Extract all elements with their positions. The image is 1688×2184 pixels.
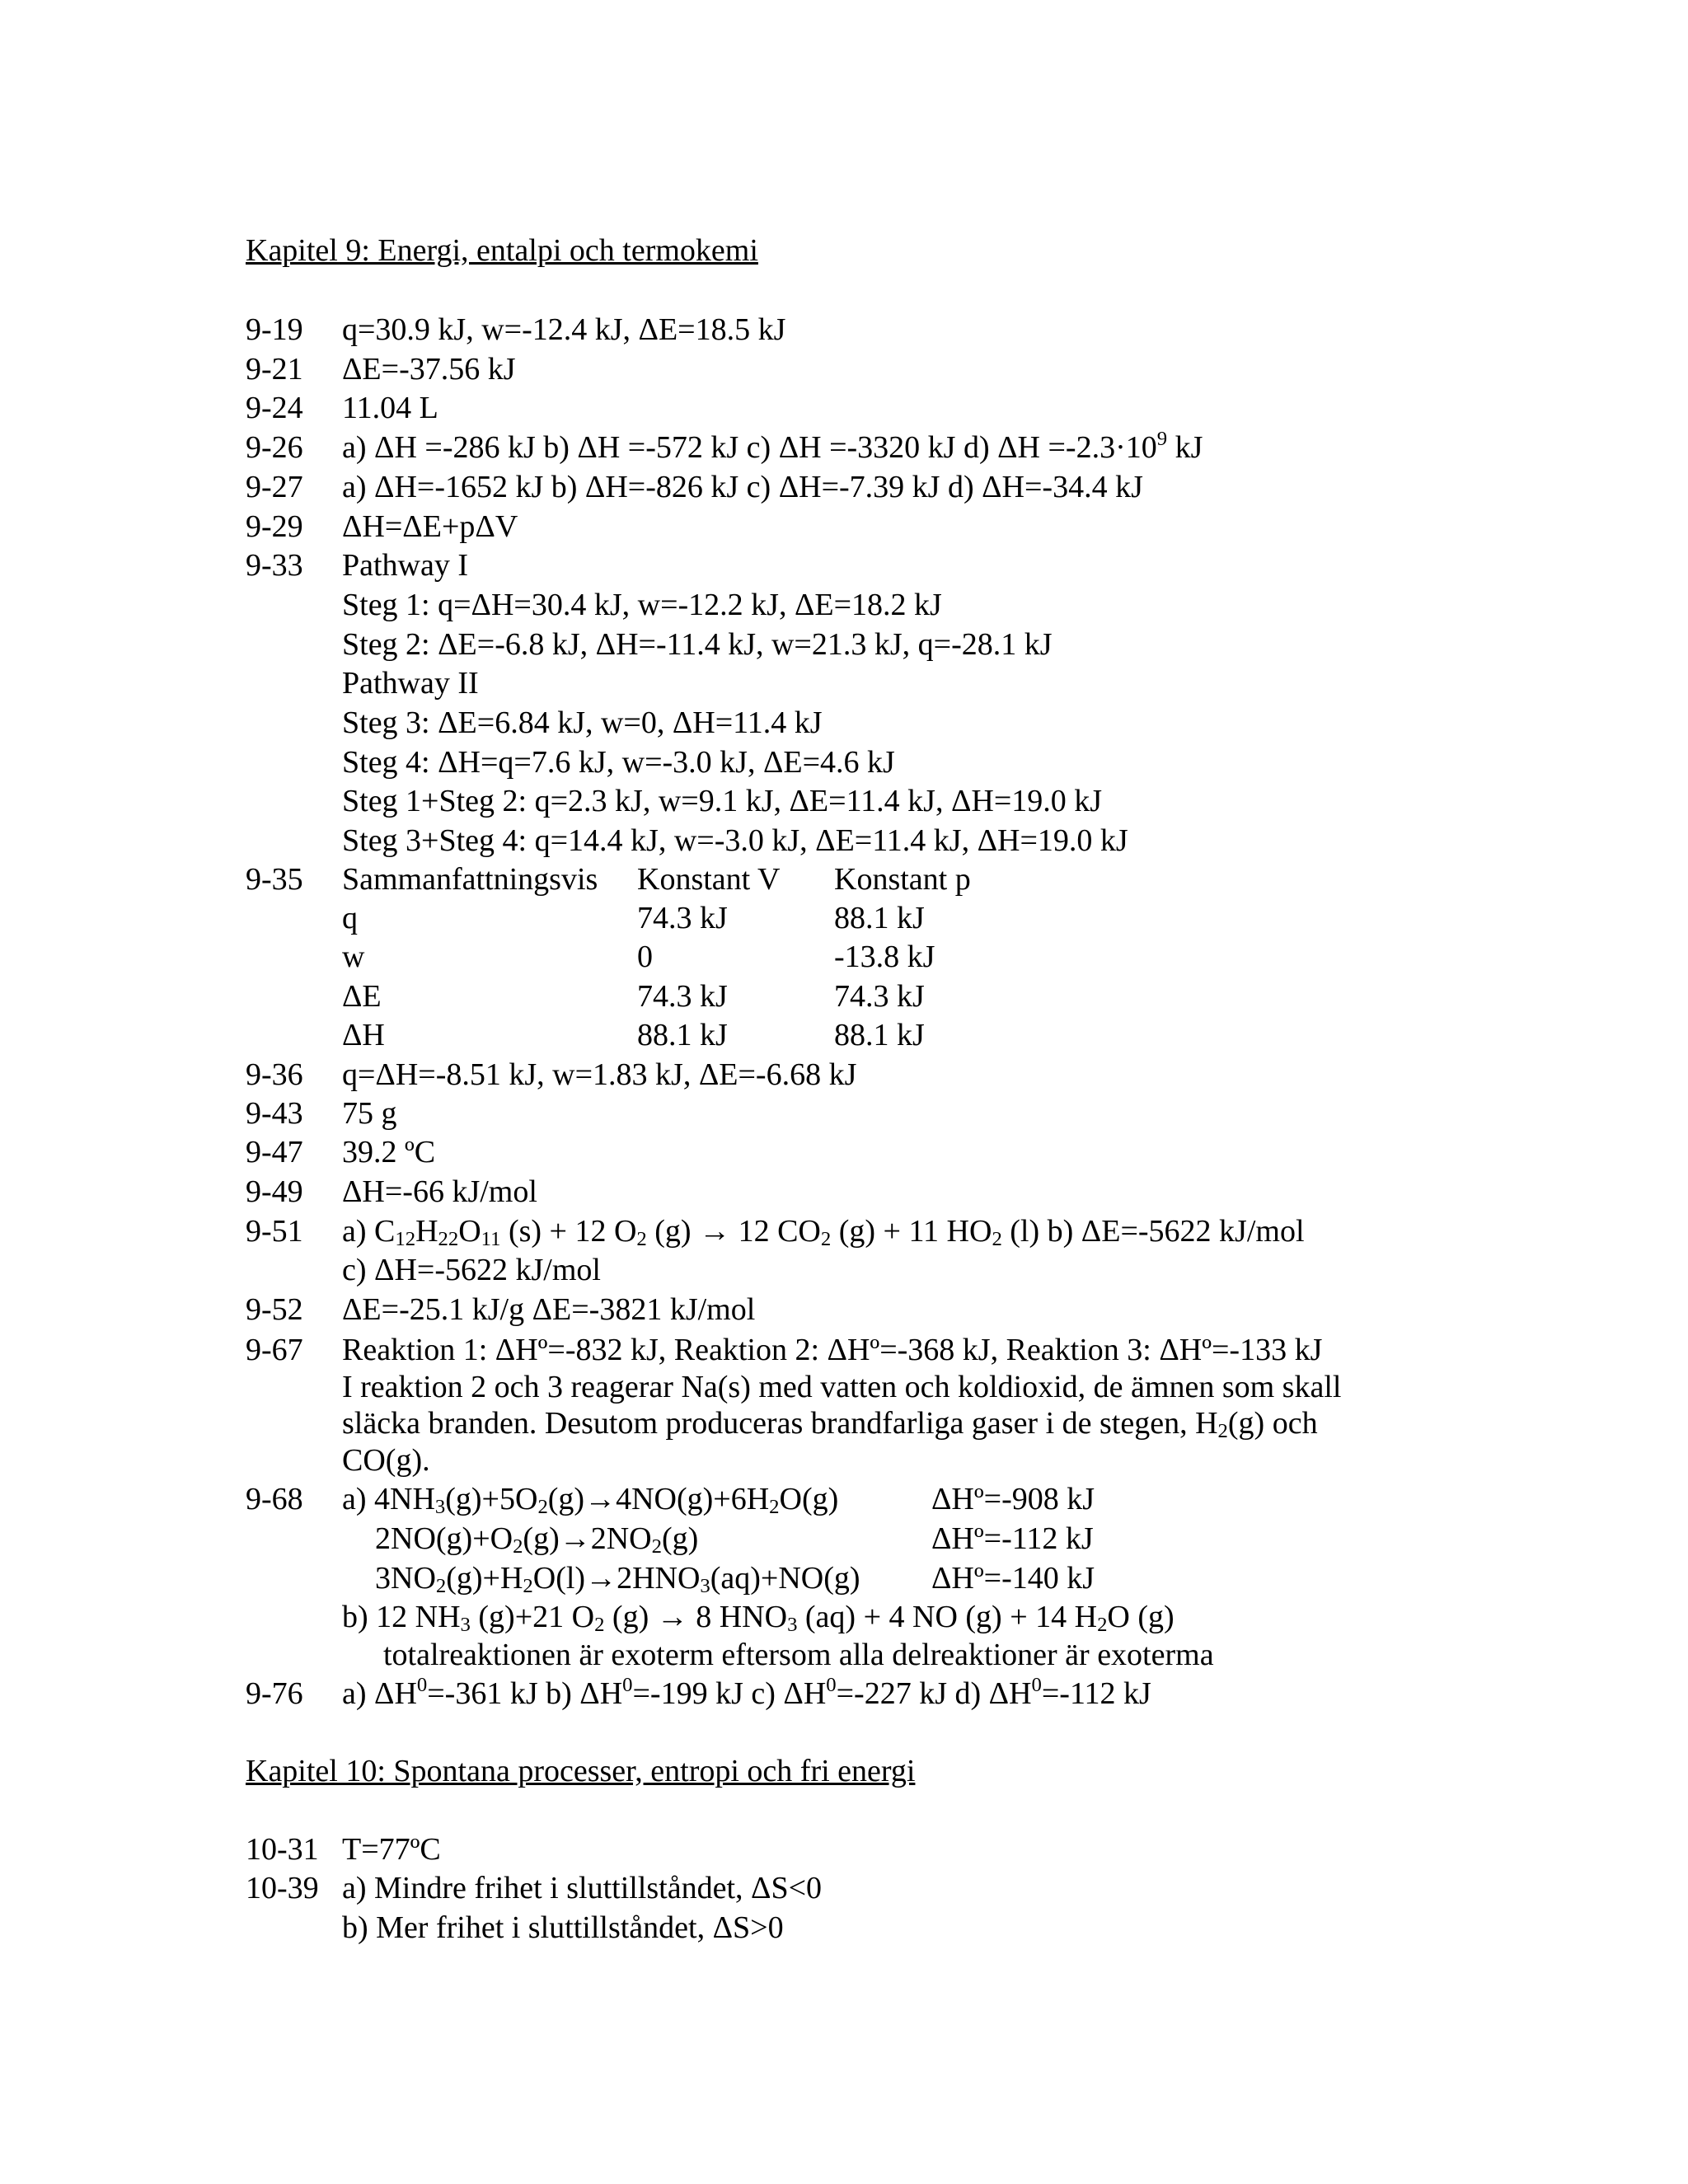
answer-line: Reaktion 1: ΔHº=-832 kJ, Reaktion 2: ΔHº=-368 kJ, Reaktion 3: ΔHº=-133 kJ (342, 1333, 1323, 1367)
answer-line: totalreaktionen är exoterm eftersom alla delreaktioner är exoterma (383, 1638, 1214, 1672)
answer-line: a) Mindre frihet i sluttillståndet, ΔS<0 (342, 1871, 823, 1905)
answer-text: ΔE=-25.1 kJ/g ΔE=-3821 kJ/mol (342, 1292, 756, 1327)
table-cell: 74.3 kJ (834, 979, 925, 1014)
problem-number: 9-47 (246, 1135, 303, 1169)
answer-text: a) $\Delta H^0=-361$ kJ b) $\Delta H^0=-199$ kJ c) $\Delta H^0=-227$ kJ d) $\Delta H^0=-112$ kJ (342, 1674, 1151, 1711)
answer-line: Steg 3+Steg 4: q=14.4 kJ, w=-3.0 kJ, ΔE=11.4 kJ, ΔH=19.0 kJ (342, 823, 1128, 858)
chapter-9-heading: Kapitel 9: Energi, entalpi och termokemi (246, 233, 758, 268)
answer-line: Steg 3: ΔE=6.84 kJ, w=0, ΔH=11.4 kJ (342, 705, 823, 740)
answer-text: ΔE=-37.56 kJ (342, 352, 516, 387)
answer-text: a) ΔH=-1652 kJ b) ΔH=-826 kJ c) ΔH=-7.39 kJ d) ΔH=-34.4 kJ (342, 470, 1143, 504)
answer-line: CO(g). (342, 1443, 430, 1478)
reaction-equation: $3NO_2(g)+H_2O(l)\to 2HNO_3(aq)+NO(g)$ (375, 1561, 860, 1597)
answer-line: släcka branden. Desutom produceras brandfarliga gaser i de stegen, $H_2(g)$ och (342, 1406, 1318, 1442)
enthalpy-value: ΔHº=-140 kJ (931, 1561, 1095, 1596)
answer-text: a) ΔH =-286 kJ b) ΔH =-572 kJ c) ΔH =-3320 kJ d) $\Delta H =-2.3\cdot 10^9$ kJ (342, 428, 1203, 465)
answer-line: Steg 1: q=ΔH=30.4 kJ, w=-12.2 kJ, ΔE=18.2 kJ (342, 588, 942, 622)
answer-line: Pathway II (342, 666, 479, 701)
problem-number: 9-35 (246, 862, 303, 897)
problem-number: 9-49 (246, 1174, 303, 1209)
answer-text: ΔH=ΔE+pΔV (342, 509, 518, 544)
problem-number: 9-76 (246, 1676, 303, 1711)
problem-number: 9-52 (246, 1292, 303, 1327)
answer-line: Steg 1+Steg 2: q=2.3 kJ, w=9.1 kJ, ΔE=11.4 kJ, ΔH=19.0 kJ (342, 784, 1103, 818)
table-cell: ΔE (342, 979, 382, 1014)
problem-number: 9-26 (246, 430, 303, 465)
answer-line: I reaktion 2 och 3 reagerar Na(s) med vatten och koldioxid, de ämnen som skall (342, 1370, 1342, 1404)
table-cell: ΔH (342, 1018, 385, 1052)
problem-number: 10-39 (246, 1871, 319, 1905)
answer-text: q=30.9 kJ, w=-12.4 kJ, ΔE=18.5 kJ (342, 312, 786, 347)
reaction-equation: $2NO(g)+O_2(g)\to 2NO_2(g)$ (375, 1521, 699, 1558)
table-cell: 74.3 kJ (637, 901, 728, 935)
problem-number: 9-29 (246, 509, 303, 544)
problem-number: 9-68 (246, 1482, 303, 1516)
enthalpy-value: ΔHº=-908 kJ (931, 1482, 1095, 1516)
problem-number: 9-51 (246, 1214, 303, 1249)
table-cell: 88.1 kJ (834, 1018, 925, 1052)
answer-line: c) ΔH=-5622 kJ/mol (342, 1253, 601, 1287)
enthalpy-value: ΔHº=-112 kJ (931, 1521, 1094, 1556)
table-header: Konstant V (637, 862, 781, 897)
problem-number: 9-43 (246, 1096, 303, 1131)
problem-number: 9-36 (246, 1057, 303, 1092)
answer-text: 11.04 L (342, 391, 438, 425)
problem-number: 9-33 (246, 548, 303, 583)
problem-number: 9-21 (246, 352, 303, 387)
table-header: Konstant p (834, 862, 971, 897)
answer-line: Steg 4: ΔH=q=7.6 kJ, w=-3.0 kJ, ΔE=4.6 kJ (342, 745, 895, 780)
answer-text: 39.2 ºC (342, 1135, 436, 1169)
problem-number: 9-24 (246, 391, 303, 425)
answer-text: ΔH=-66 kJ/mol (342, 1174, 537, 1209)
table-header: Sammanfattningsvis (342, 862, 598, 897)
table-cell: 74.3 kJ (637, 979, 728, 1014)
problem-number: 10-31 (246, 1832, 319, 1867)
answer-text: q=ΔH=-8.51 kJ, w=1.83 kJ, ΔE=-6.68 kJ (342, 1057, 857, 1092)
answer-text: T=77ºC (342, 1832, 441, 1867)
answer-text: a) $C_{12}H_{22}O_{11}$ (s) + 12 $O_2$ (g) → 12 $CO_2$ (g) + 11 $HO_2$ (l) b) ΔE=-5622 kJ/mol (342, 1214, 1305, 1250)
answer-text: 75 g (342, 1096, 397, 1131)
table-cell: 88.1 kJ (637, 1018, 728, 1052)
table-cell: 88.1 kJ (834, 901, 925, 935)
problem-number: 9-19 (246, 312, 303, 347)
answer-line: b) Mer frihet i sluttillståndet, ΔS>0 (342, 1910, 784, 1945)
table-cell: q (342, 901, 358, 935)
reaction-equation: b) 12 $NH_3$ (g)+21 $O_2$ (g) → 8 $HNO_3$ (aq) + 4 NO (g) + 14 $H_2O$ (g) (342, 1600, 1175, 1636)
reaction-equation: a) $4NH_3(g)+5O_2(g)\to 4NO(g)+6H_2O(g)$ (342, 1482, 839, 1518)
problem-number: 9-27 (246, 470, 303, 504)
answer-line: Pathway I (342, 548, 469, 583)
table-cell: w (342, 940, 365, 974)
answer-line: Steg 2: ΔE=-6.8 kJ, ΔH=-11.4 kJ, w=21.3 kJ, q=-28.1 kJ (342, 627, 1053, 662)
table-cell: -13.8 kJ (834, 940, 935, 974)
problem-number: 9-67 (246, 1333, 303, 1367)
table-cell: 0 (637, 940, 653, 974)
chapter-10-heading: Kapitel 10: Spontana processer, entropi och fri energi (246, 1754, 916, 1788)
